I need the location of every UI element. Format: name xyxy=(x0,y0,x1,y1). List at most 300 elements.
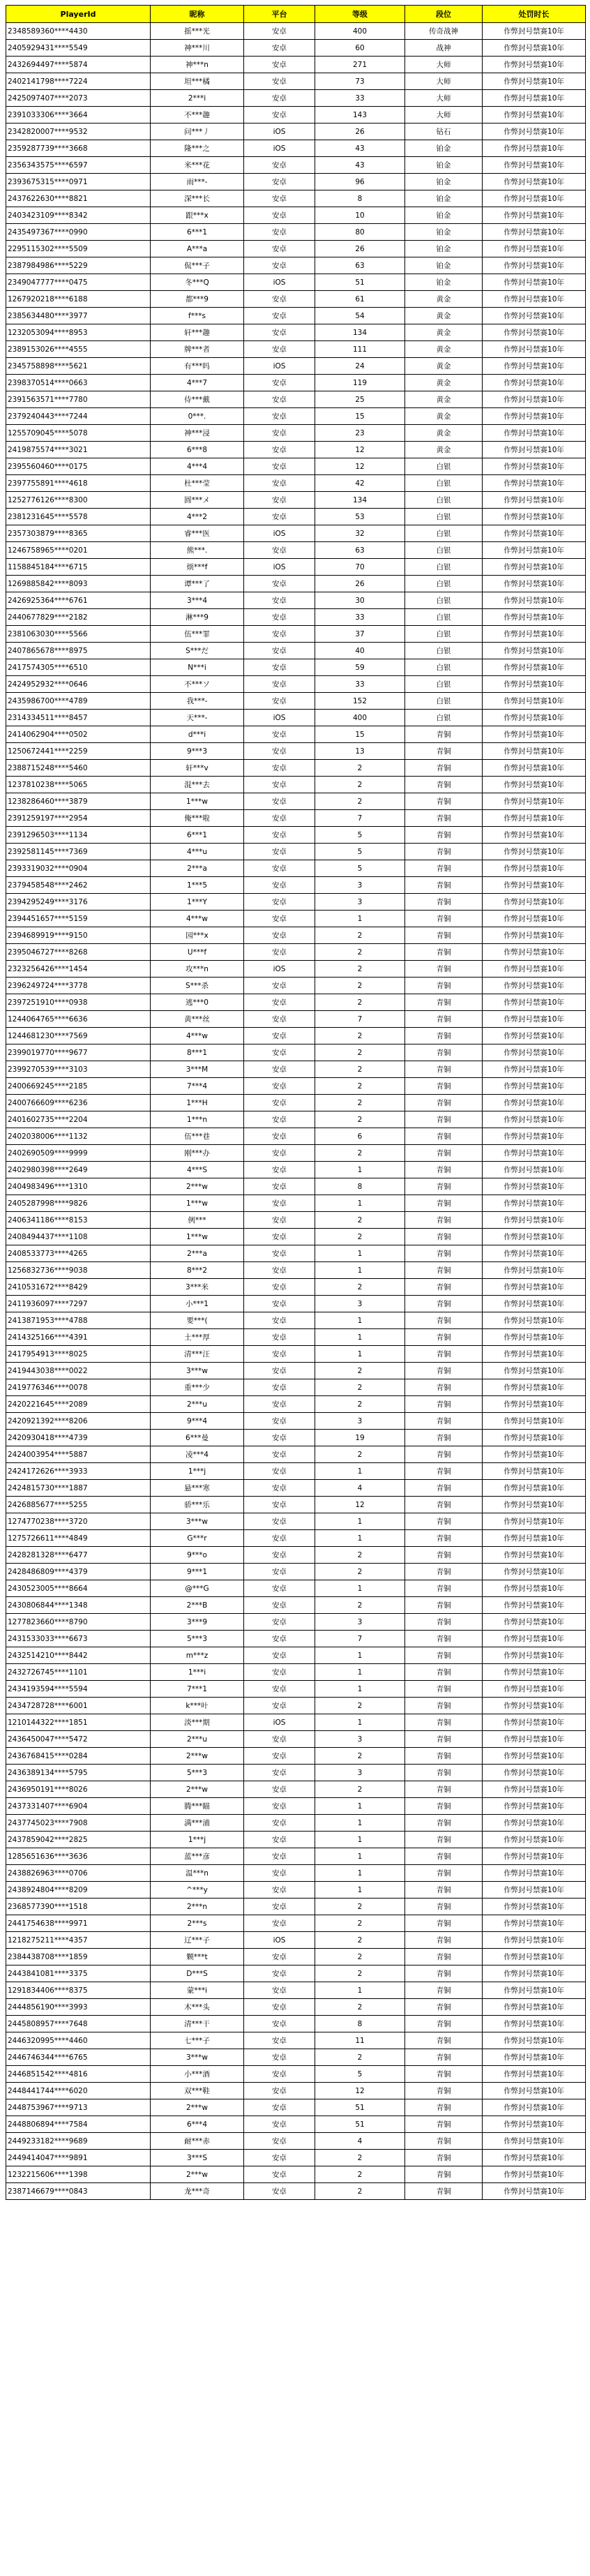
penalty-cell: 作弊封号禁赛10年 xyxy=(483,2116,586,2133)
player-id-cell: 1244064765****6636 xyxy=(6,1011,151,1028)
rank-cell: 铂金 xyxy=(405,190,483,207)
player-id-cell: 2420921392****8206 xyxy=(6,1413,151,1430)
rank-cell: 铂金 xyxy=(405,224,483,241)
table-row xyxy=(6,793,586,810)
table-row xyxy=(6,1748,586,1765)
rank-cell: 青铜 xyxy=(405,1162,483,1178)
nickname-cell: S***だ xyxy=(151,643,244,659)
player-id-cell: 2432514210****8442 xyxy=(6,1647,151,1664)
penalty-cell: 作弊封号禁赛10年 xyxy=(483,810,586,827)
table-row xyxy=(6,408,586,425)
platform-cell: iOS xyxy=(244,710,315,726)
table-row xyxy=(6,458,586,475)
rank-cell: 青铜 xyxy=(405,1832,483,1848)
nickname-cell: 1***H xyxy=(151,1095,244,1111)
nickname-cell: 七***子 xyxy=(151,2032,244,2049)
nickname-cell: 神***川 xyxy=(151,40,244,57)
table-row xyxy=(6,2049,586,2066)
penalty-cell: 作弊封号禁赛10年 xyxy=(483,1379,586,1396)
level-cell: 2 xyxy=(315,1078,405,1095)
table-row xyxy=(6,123,586,140)
rank-cell: 青铜 xyxy=(405,1714,483,1731)
platform-cell: 安卓 xyxy=(244,442,315,458)
table-row xyxy=(6,2083,586,2099)
platform-cell: iOS xyxy=(244,140,315,157)
platform-cell: 安卓 xyxy=(244,2150,315,2166)
player-id-cell: 1274770238****3720 xyxy=(6,1513,151,1530)
penalty-cell: 作弊封号禁赛10年 xyxy=(483,257,586,274)
player-id-cell: 2443841081****3375 xyxy=(6,1965,151,1982)
rank-cell: 青铜 xyxy=(405,1128,483,1145)
nickname-cell: 2***u xyxy=(151,1731,244,1748)
player-id-cell: 2436950191****8026 xyxy=(6,1781,151,1798)
platform-cell: 安卓 xyxy=(244,1949,315,1965)
nickname-cell: 蒙***i xyxy=(151,1982,244,1999)
player-id-cell: 2434193594****5594 xyxy=(6,1681,151,1698)
player-id-cell: 2438826963****0706 xyxy=(6,1865,151,1882)
table-row xyxy=(6,844,586,860)
table-row xyxy=(6,1162,586,1178)
player-id-cell: 1291834406****8375 xyxy=(6,1982,151,1999)
nickname-cell: 重***少 xyxy=(151,1379,244,1396)
level-cell: 54 xyxy=(315,308,405,324)
level-cell: 3 xyxy=(315,1614,405,1631)
rank-cell: 白银 xyxy=(405,693,483,710)
player-id-cell: 2413871953****4788 xyxy=(6,1312,151,1329)
platform-cell: 安卓 xyxy=(244,408,315,425)
player-id-cell: 2410531672****8429 xyxy=(6,1279,151,1296)
player-id-cell: 2420930418****4739 xyxy=(6,1430,151,1446)
player-id-cell: 2379458548****2462 xyxy=(6,877,151,894)
level-cell: 1 xyxy=(315,1312,405,1329)
nickname-cell: 2***s xyxy=(151,1915,244,1932)
rank-cell: 青铜 xyxy=(405,1346,483,1363)
penalty-cell: 作弊封号禁赛10年 xyxy=(483,1229,586,1245)
platform-cell: 安卓 xyxy=(244,1848,315,1865)
level-cell: 1 xyxy=(315,911,405,927)
nickname-cell: 凌***4 xyxy=(151,1446,244,1463)
player-id-cell: 2424952932****0646 xyxy=(6,676,151,693)
level-cell: 1 xyxy=(315,1882,405,1899)
level-cell: 1 xyxy=(315,1832,405,1848)
platform-cell: 安卓 xyxy=(244,944,315,961)
penalty-cell: 作弊封号禁赛10年 xyxy=(483,207,586,224)
nickname-cell: A***a xyxy=(151,241,244,257)
rank-cell: 青铜 xyxy=(405,1530,483,1547)
rank-cell: 青铜 xyxy=(405,2166,483,2183)
platform-cell: 安卓 xyxy=(244,1965,315,1982)
platform-cell: iOS xyxy=(244,274,315,291)
nickname-cell: f***s xyxy=(151,308,244,324)
player-id-cell: 2400766609****6236 xyxy=(6,1095,151,1111)
penalty-cell: 作弊封号禁赛10年 xyxy=(483,1028,586,1044)
level-cell: 59 xyxy=(315,659,405,676)
level-cell: 400 xyxy=(315,23,405,40)
nickname-cell: 2***w xyxy=(151,1748,244,1765)
rank-cell: 青铜 xyxy=(405,1497,483,1513)
nickname-cell: 3***w xyxy=(151,2049,244,2066)
player-id-cell: 2425097407****2073 xyxy=(6,90,151,107)
nickname-cell: 黄***丝 xyxy=(151,1011,244,1028)
player-id-cell: 2437331407****6904 xyxy=(6,1798,151,1815)
table-row xyxy=(6,810,586,827)
player-id-cell: 2345758898****5621 xyxy=(6,358,151,375)
nickname-cell: 4***2 xyxy=(151,509,244,525)
penalty-cell: 作弊封号禁赛10年 xyxy=(483,793,586,810)
nickname-cell: 耐***赤 xyxy=(151,2133,244,2150)
table-row xyxy=(6,358,586,375)
platform-cell: 安卓 xyxy=(244,927,315,944)
nickname-cell: 3***w xyxy=(151,1363,244,1379)
level-cell: 119 xyxy=(315,375,405,391)
player-id-cell: 2449414047****9891 xyxy=(6,2150,151,2166)
penalty-cell: 作弊封号禁赛10年 xyxy=(483,1296,586,1312)
platform-cell: 安卓 xyxy=(244,576,315,592)
player-id-cell: 2391296503****1134 xyxy=(6,827,151,844)
penalty-cell: 作弊封号禁赛10年 xyxy=(483,827,586,844)
penalty-cell: 作弊封号禁赛10年 xyxy=(483,1212,586,1229)
nickname-cell: 1***j xyxy=(151,1463,244,1480)
table-row xyxy=(6,927,586,944)
nickname-cell: 1***Y xyxy=(151,894,244,911)
player-id-cell: 2408533773****4265 xyxy=(6,1245,151,1262)
platform-cell: 安卓 xyxy=(244,1195,315,1212)
table-row xyxy=(6,1882,586,1899)
level-cell: 13 xyxy=(315,743,405,760)
table-row xyxy=(6,994,586,1011)
nickname-cell: 0***. xyxy=(151,408,244,425)
player-id-cell: 2435497367****0990 xyxy=(6,224,151,241)
table-row xyxy=(6,1781,586,1798)
table-row xyxy=(6,693,586,710)
table-row xyxy=(6,1430,586,1446)
player-id-cell: 2417574305****6510 xyxy=(6,659,151,676)
table-row xyxy=(6,1631,586,1647)
penalty-cell: 作弊封号禁赛10年 xyxy=(483,2183,586,2200)
penalty-cell: 作弊封号禁赛10年 xyxy=(483,224,586,241)
platform-cell: 安卓 xyxy=(244,1212,315,1229)
rank-cell: 黄金 xyxy=(405,324,483,341)
table-row xyxy=(6,341,586,358)
nickname-cell: 隆***之 xyxy=(151,140,244,157)
penalty-cell: 作弊封号禁赛10年 xyxy=(483,961,586,978)
penalty-cell: 作弊封号禁赛10年 xyxy=(483,1279,586,1296)
penalty-cell: 作弊封号禁赛10年 xyxy=(483,1882,586,1899)
penalty-cell: 作弊封号禁赛10年 xyxy=(483,1078,586,1095)
player-id-cell: 2398370514****0663 xyxy=(6,375,151,391)
penalty-cell: 作弊封号禁赛10年 xyxy=(483,391,586,408)
nickname-cell: 2***a xyxy=(151,860,244,877)
nickname-cell: 辽***子 xyxy=(151,1932,244,1949)
player-id-cell: 2437745023****7908 xyxy=(6,1815,151,1832)
rank-cell: 青铜 xyxy=(405,2099,483,2116)
platform-cell: 安卓 xyxy=(244,1011,315,1028)
penalty-cell: 作弊封号禁赛10年 xyxy=(483,576,586,592)
table-row xyxy=(6,1731,586,1748)
player-id-cell: 1285651636****3636 xyxy=(6,1848,151,1865)
table-row xyxy=(6,760,586,777)
rank-cell: 青铜 xyxy=(405,2049,483,2066)
level-cell: 2 xyxy=(315,1547,405,1564)
level-cell: 2 xyxy=(315,1095,405,1111)
player-id-cell: 2394689919****9150 xyxy=(6,927,151,944)
level-cell: 30 xyxy=(315,592,405,609)
nickname-cell: 3***4 xyxy=(151,592,244,609)
platform-cell: iOS xyxy=(244,1714,315,1731)
platform-cell: 安卓 xyxy=(244,2016,315,2032)
platform-cell: 安卓 xyxy=(244,1597,315,1614)
platform-cell: 安卓 xyxy=(244,425,315,442)
rank-cell: 青铜 xyxy=(405,1011,483,1028)
platform-cell: 安卓 xyxy=(244,2032,315,2049)
rank-cell: 白银 xyxy=(405,525,483,542)
rank-cell: 青铜 xyxy=(405,760,483,777)
platform-cell: 安卓 xyxy=(244,224,315,241)
level-cell: 1 xyxy=(315,1647,405,1664)
penalty-cell: 作弊封号禁赛10年 xyxy=(483,2133,586,2150)
rank-cell: 黄金 xyxy=(405,375,483,391)
penalty-cell: 作弊封号禁赛10年 xyxy=(483,659,586,676)
platform-cell: 安卓 xyxy=(244,2066,315,2083)
nickname-cell: 3***9 xyxy=(151,1614,244,1631)
level-cell: 25 xyxy=(315,391,405,408)
penalty-cell: 作弊封号禁赛10年 xyxy=(483,944,586,961)
nickname-cell: 深***长 xyxy=(151,190,244,207)
nickname-cell: U***f xyxy=(151,944,244,961)
rank-cell: 青铜 xyxy=(405,1195,483,1212)
level-cell: 2 xyxy=(315,994,405,1011)
platform-cell: 安卓 xyxy=(244,1111,315,1128)
table-row xyxy=(6,1095,586,1111)
table-row xyxy=(6,1078,586,1095)
player-id-cell: 2436450047****5472 xyxy=(6,1731,151,1748)
nickname-cell: 颗***t xyxy=(151,1949,244,1965)
player-id-cell: 2402690509****9999 xyxy=(6,1145,151,1162)
penalty-cell: 作弊封号禁赛10年 xyxy=(483,1262,586,1279)
table-row xyxy=(6,676,586,693)
rank-cell: 白银 xyxy=(405,643,483,659)
platform-cell: 安卓 xyxy=(244,1463,315,1480)
platform-cell: 安卓 xyxy=(244,810,315,827)
player-id-cell: 2440677829****2182 xyxy=(6,609,151,626)
nickname-cell: 4***w xyxy=(151,1028,244,1044)
rank-cell: 白银 xyxy=(405,609,483,626)
penalty-cell: 作弊封号禁赛10年 xyxy=(483,1798,586,1815)
table-row xyxy=(6,592,586,609)
rank-cell: 青铜 xyxy=(405,1547,483,1564)
rank-cell: 青铜 xyxy=(405,1614,483,1631)
rank-cell: 铂金 xyxy=(405,207,483,224)
rank-cell: 青铜 xyxy=(405,1765,483,1781)
player-id-cell: 2420221645****2089 xyxy=(6,1396,151,1413)
rank-cell: 白银 xyxy=(405,676,483,693)
platform-cell: 安卓 xyxy=(244,1044,315,1061)
nickname-cell: 龙***奇 xyxy=(151,2183,244,2200)
platform-cell: 安卓 xyxy=(244,1095,315,1111)
rank-cell: 青铜 xyxy=(405,978,483,994)
platform-cell: 安卓 xyxy=(244,475,315,492)
table-row xyxy=(6,1848,586,1865)
ban-list-container xyxy=(6,5,585,2200)
table-row xyxy=(6,1312,586,1329)
penalty-cell: 作弊封号禁赛10年 xyxy=(483,592,586,609)
penalty-cell: 作弊封号禁赛10年 xyxy=(483,1547,586,1564)
nickname-cell: 4***7 xyxy=(151,375,244,391)
nickname-cell: G***r xyxy=(151,1530,244,1547)
level-cell: 1 xyxy=(315,1848,405,1865)
nickname-cell: 蓝***彦 xyxy=(151,1848,244,1865)
nickname-cell: 1***j xyxy=(151,1832,244,1848)
rank-cell: 白银 xyxy=(405,559,483,576)
rank-cell: 青铜 xyxy=(405,1798,483,1815)
platform-cell: 安卓 xyxy=(244,391,315,408)
nickname-cell: 双***鞋 xyxy=(151,2083,244,2099)
table-row xyxy=(6,308,586,324)
platform-cell: 安卓 xyxy=(244,324,315,341)
nickname-cell: 睿***医 xyxy=(151,525,244,542)
penalty-cell: 作弊封号禁赛10年 xyxy=(483,559,586,576)
table-row xyxy=(6,911,586,927)
rank-cell: 青铜 xyxy=(405,1982,483,1999)
rank-cell: 铂金 xyxy=(405,274,483,291)
nickname-cell: 轩***趣 xyxy=(151,324,244,341)
table-row xyxy=(6,961,586,978)
penalty-cell: 作弊封号禁赛10年 xyxy=(483,1681,586,1698)
platform-cell: 安卓 xyxy=(244,157,315,174)
penalty-cell: 作弊封号禁赛10年 xyxy=(483,1011,586,1028)
table-row xyxy=(6,877,586,894)
rank-cell: 铂金 xyxy=(405,257,483,274)
platform-cell: 安卓 xyxy=(244,23,315,40)
table-row xyxy=(6,1245,586,1262)
platform-cell: 安卓 xyxy=(244,241,315,257)
penalty-cell: 作弊封号禁赛10年 xyxy=(483,241,586,257)
nickname-cell: 土***厚 xyxy=(151,1329,244,1346)
nickname-cell: 9***3 xyxy=(151,743,244,760)
table-row xyxy=(6,1145,586,1162)
table-row xyxy=(6,1346,586,1363)
penalty-cell: 作弊封号禁赛10年 xyxy=(483,894,586,911)
table-row xyxy=(6,894,586,911)
nickname-cell: 2***i xyxy=(151,90,244,107)
platform-cell: iOS xyxy=(244,525,315,542)
table-row xyxy=(6,1614,586,1631)
platform-cell: 安卓 xyxy=(244,1346,315,1363)
level-cell: 2 xyxy=(315,793,405,810)
table-row xyxy=(6,1932,586,1949)
nickname-cell: 1***i xyxy=(151,1664,244,1681)
table-row xyxy=(6,2099,586,2116)
platform-cell: 安卓 xyxy=(244,341,315,358)
penalty-cell: 作弊封号禁赛10年 xyxy=(483,860,586,877)
player-id-cell: 2405929431****5549 xyxy=(6,40,151,57)
table-row xyxy=(6,1982,586,1999)
nickname-cell: 1***w xyxy=(151,793,244,810)
level-cell: 2 xyxy=(315,2150,405,2166)
header-row xyxy=(6,6,586,23)
table-row xyxy=(6,2032,586,2049)
player-id-cell: 2436389134****5795 xyxy=(6,1765,151,1781)
platform-cell: 安卓 xyxy=(244,860,315,877)
table-row xyxy=(6,1379,586,1396)
penalty-cell: 作弊封号禁赛10年 xyxy=(483,291,586,308)
table-row xyxy=(6,1446,586,1463)
player-id-cell: 2426925364****6761 xyxy=(6,592,151,609)
platform-cell: 安卓 xyxy=(244,1664,315,1681)
player-id-cell: 2448806894****7584 xyxy=(6,2116,151,2133)
player-id-cell: 2445808957****7648 xyxy=(6,2016,151,2032)
rank-cell: 青铜 xyxy=(405,1430,483,1446)
nickname-cell: D***S xyxy=(151,1965,244,1982)
level-cell: 2 xyxy=(315,927,405,944)
platform-cell: 安卓 xyxy=(244,2133,315,2150)
player-id-cell: 2393675315****0971 xyxy=(6,174,151,190)
table-row xyxy=(6,1915,586,1932)
level-cell: 96 xyxy=(315,174,405,190)
nickname-cell: 有***吗 xyxy=(151,358,244,375)
penalty-cell: 作弊封号禁赛10年 xyxy=(483,743,586,760)
rank-cell: 钻石 xyxy=(405,123,483,140)
penalty-cell: 作弊封号禁赛10年 xyxy=(483,1848,586,1865)
player-id-cell: 2444856190****3993 xyxy=(6,1999,151,2016)
nickname-cell: 谭***了 xyxy=(151,576,244,592)
rank-cell: 战神 xyxy=(405,40,483,57)
player-id-cell: 2392581145****7369 xyxy=(6,844,151,860)
level-cell: 26 xyxy=(315,123,405,140)
platform-cell: 安卓 xyxy=(244,659,315,676)
rank-cell: 大师 xyxy=(405,90,483,107)
player-id-cell: 2391033306****3664 xyxy=(6,107,151,123)
rank-cell: 青铜 xyxy=(405,2183,483,2200)
nickname-cell: 2***u xyxy=(151,1396,244,1413)
table-row xyxy=(6,1815,586,1832)
header-penalty: 处罚时长 xyxy=(483,6,586,23)
player-id-cell: 2401602735****2204 xyxy=(6,1111,151,1128)
player-id-cell: 2435986700****4789 xyxy=(6,693,151,710)
table-row xyxy=(6,1714,586,1731)
rank-cell: 青铜 xyxy=(405,860,483,877)
level-cell: 2 xyxy=(315,1915,405,1932)
nickname-cell: 逃***0 xyxy=(151,994,244,1011)
rank-cell: 青铜 xyxy=(405,1363,483,1379)
table-row xyxy=(6,1396,586,1413)
table-row xyxy=(6,257,586,274)
platform-cell: 安卓 xyxy=(244,1580,315,1597)
platform-cell: 安卓 xyxy=(244,743,315,760)
rank-cell: 白银 xyxy=(405,659,483,676)
level-cell: 73 xyxy=(315,73,405,90)
level-cell: 2 xyxy=(315,1748,405,1765)
level-cell: 51 xyxy=(315,2116,405,2133)
rank-cell: 青铜 xyxy=(405,1446,483,1463)
table-row xyxy=(6,1647,586,1664)
table-row xyxy=(6,1061,586,1078)
platform-cell: 安卓 xyxy=(244,994,315,1011)
rank-cell: 青铜 xyxy=(405,1965,483,1982)
player-id-cell: 2323256426****1454 xyxy=(6,961,151,978)
player-id-cell: 2381063030****5566 xyxy=(6,626,151,643)
nickname-cell: 跟***x xyxy=(151,207,244,224)
rank-cell: 青铜 xyxy=(405,1061,483,1078)
nickname-cell: 不***ソ xyxy=(151,676,244,693)
level-cell: 134 xyxy=(315,324,405,341)
penalty-cell: 作弊封号禁赛10年 xyxy=(483,475,586,492)
penalty-cell: 作弊封号禁赛10年 xyxy=(483,2066,586,2083)
platform-cell: 安卓 xyxy=(244,1614,315,1631)
penalty-cell: 作弊封号禁赛10年 xyxy=(483,40,586,57)
nickname-cell: m***z xyxy=(151,1647,244,1664)
rank-cell: 青铜 xyxy=(405,844,483,860)
